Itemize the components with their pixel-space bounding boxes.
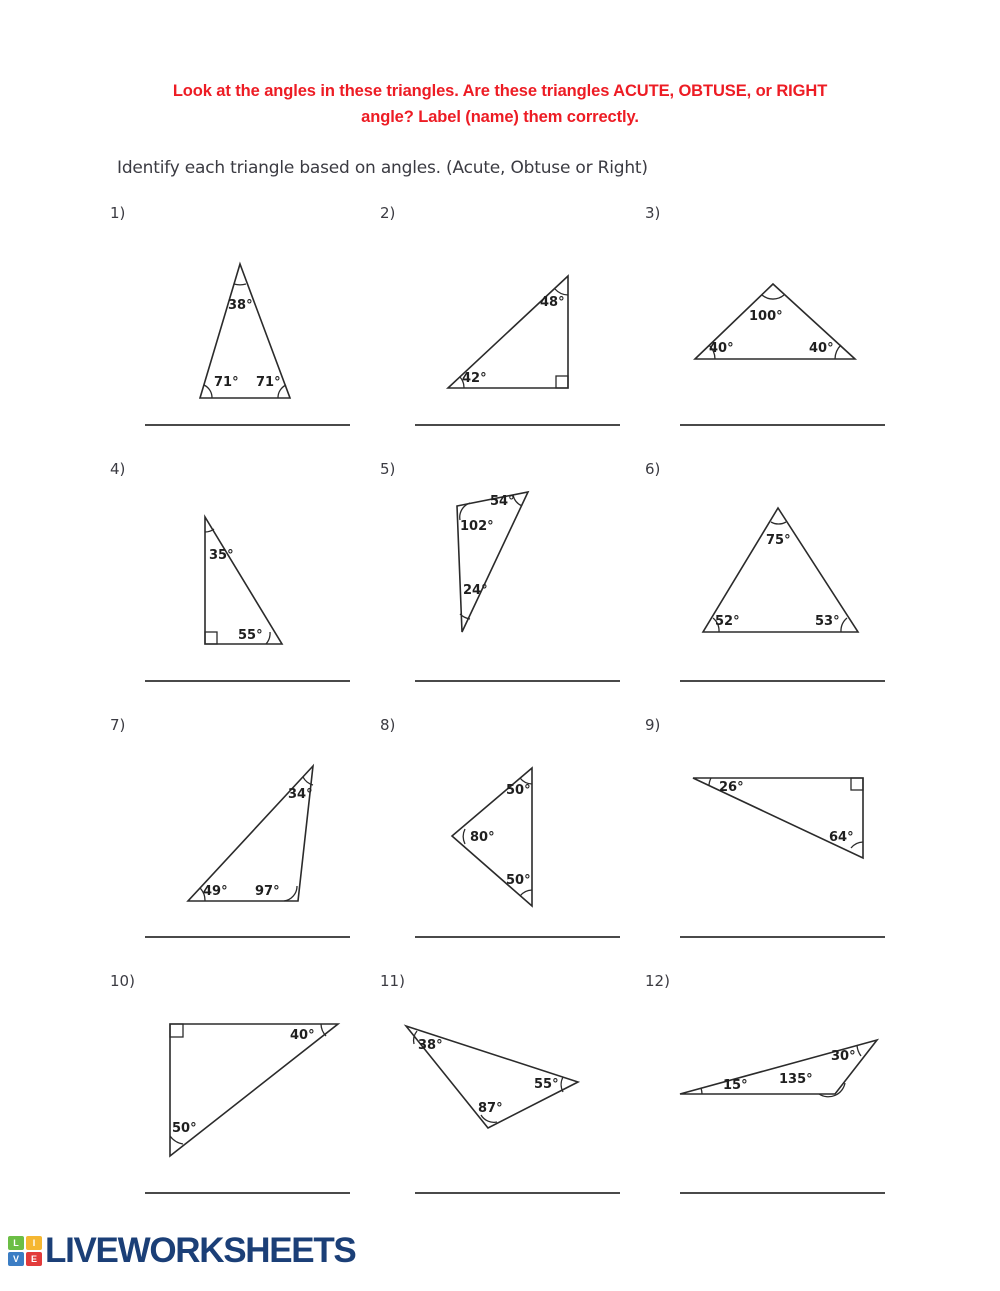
angle-label-50-bottom: 50°: [506, 873, 531, 888]
problem-number: 8): [380, 716, 396, 734]
triangle-outline: [457, 492, 528, 632]
problem-number: 4): [110, 460, 126, 478]
triangle-figure-2: [380, 216, 650, 406]
angle-label-42: 42°: [462, 371, 487, 386]
angle-arc-top-right: [321, 1024, 326, 1036]
right-angle-marker: [851, 778, 863, 790]
triangle-outline: [205, 517, 282, 644]
problem-number: 1): [110, 204, 126, 222]
problem-3: [645, 196, 915, 452]
problem-6: [645, 452, 915, 708]
angle-label-75: 75°: [766, 533, 791, 548]
angle-label-64: 64°: [829, 830, 854, 845]
answer-line[interactable]: [415, 1192, 620, 1194]
logo-tile-e: E: [26, 1252, 42, 1266]
angle-label-40: 40°: [290, 1028, 315, 1043]
angle-label-55: 55°: [534, 1077, 559, 1092]
right-angle-marker: [205, 632, 217, 644]
right-angle-marker: [556, 376, 568, 388]
problem-11: [380, 964, 650, 1220]
angle-arc-bottom-left: [204, 385, 212, 398]
logo-tile-v: V: [8, 1252, 24, 1266]
angle-label-100: 100°: [749, 309, 783, 324]
angle-arc-bottom-left: [170, 1136, 183, 1144]
problem-5: [380, 452, 650, 708]
answer-line[interactable]: [145, 1192, 350, 1194]
liveworksheets-wordmark: LIVEWORKSHEETS: [45, 1231, 356, 1270]
triangle-figure-8: [380, 728, 650, 918]
angle-arc-right: [857, 1045, 861, 1056]
angle-label-35: 35°: [209, 548, 234, 563]
problem-number: 12): [645, 972, 670, 990]
angle-arc-bottom-right: [266, 632, 270, 644]
angle-arc-apex: [762, 295, 784, 299]
problem-number: 7): [110, 716, 126, 734]
problem-4: [110, 452, 380, 708]
angle-label-38: 38°: [228, 298, 253, 313]
triangle-figure-11: [380, 984, 650, 1174]
angle-label-97: 97°: [255, 884, 280, 899]
angle-arc-bottom-right: [284, 886, 297, 901]
angle-label-52: 52°: [715, 614, 740, 629]
problem-number: 2): [380, 204, 396, 222]
answer-line[interactable]: [680, 424, 885, 426]
angle-arc-apex: [234, 284, 246, 285]
logo-tile-i: I: [26, 1236, 42, 1250]
answer-line[interactable]: [145, 936, 350, 938]
angle-label-87: 87°: [478, 1101, 503, 1116]
angle-label-80: 80°: [470, 830, 495, 845]
angle-label-40-right: 40°: [809, 341, 834, 356]
problem-number: 9): [645, 716, 661, 734]
problem-row: [0, 964, 1000, 1220]
angle-label-15: 15°: [723, 1078, 748, 1093]
triangle-figure-9: [645, 728, 915, 918]
problem-number: 6): [645, 460, 661, 478]
angle-arc-bottom: [520, 890, 532, 896]
instruction-line-2: angle? Label (name) them correctly.: [361, 108, 639, 126]
angle-label-26: 26°: [719, 780, 744, 795]
angle-arc-apex: [771, 522, 786, 524]
problem-row: [0, 196, 1000, 452]
answer-line[interactable]: [415, 936, 620, 938]
problem-12: [645, 964, 915, 1220]
angle-arc-bottom-right: [841, 618, 847, 632]
angle-label-48: 48°: [540, 295, 565, 310]
answer-line[interactable]: [680, 1192, 885, 1194]
problem-row: [0, 452, 1000, 708]
angle-label-40-left: 40°: [709, 341, 734, 356]
triangle-figure-4: [110, 472, 380, 662]
angle-label-49: 49°: [203, 884, 228, 899]
angle-label-38: 38°: [418, 1038, 443, 1053]
problem-row: [0, 708, 1000, 964]
liveworksheets-logo[interactable]: [8, 1231, 355, 1271]
angle-label-30: 30°: [831, 1049, 856, 1064]
answer-line[interactable]: [680, 680, 885, 682]
problem-7: [110, 708, 380, 964]
angle-label-102: 102°: [460, 519, 494, 534]
angle-label-135: 135°: [779, 1072, 813, 1087]
problem-1: [110, 196, 380, 452]
answer-line[interactable]: [145, 680, 350, 682]
triangle-figure-7: [110, 728, 380, 918]
triangle-figure-3: [645, 216, 915, 406]
instruction-line-1: Look at the angles in these triangles. Are these triangles ACUTE, OBTUSE, or RIGHT: [172, 82, 828, 100]
angle-label-24: 24°: [463, 583, 488, 598]
logo-tile-l: L: [8, 1236, 24, 1250]
angle-arc-left: [701, 1088, 702, 1094]
problem-number: 11): [380, 972, 405, 990]
triangle-figure-5: [380, 472, 650, 662]
liveworksheets-mark-icon: [8, 1236, 42, 1266]
angle-label-50: 50°: [172, 1121, 197, 1136]
problem-9: [645, 708, 915, 964]
triangle-figure-6: [645, 472, 915, 662]
angle-arc-bottom-right: [835, 345, 841, 359]
worksheet-instruction: [100, 78, 900, 130]
answer-line[interactable]: [415, 680, 620, 682]
problem-number: 10): [110, 972, 135, 990]
answer-line[interactable]: [145, 424, 350, 426]
problem-number: 5): [380, 460, 396, 478]
angle-label-54: 54°: [490, 494, 515, 509]
angle-label-71-right: 71°: [256, 375, 281, 390]
angle-label-50-top: 50°: [506, 783, 531, 798]
angle-label-34: 34°: [288, 787, 313, 802]
angle-arc-top-left: [709, 778, 711, 786]
right-angle-marker: [170, 1024, 183, 1037]
answer-line[interactable]: [415, 424, 620, 426]
answer-line[interactable]: [680, 936, 885, 938]
triangle-figure-10: [110, 984, 380, 1174]
angle-label-53: 53°: [815, 614, 840, 629]
problem-8: [380, 708, 650, 964]
worksheet-subtitle: Identify each triangle based on angles. (Acute, Obtuse or Right): [117, 158, 648, 178]
problem-10: [110, 964, 380, 1220]
triangle-figure-1: [110, 216, 380, 406]
angle-arc-left: [463, 829, 465, 844]
angle-label-71-left: 71°: [214, 375, 239, 390]
problem-grid: [0, 196, 1000, 1220]
angle-arc-top: [205, 529, 214, 532]
problem-2: [380, 196, 650, 452]
angle-label-55: 55°: [238, 628, 263, 643]
problem-number: 3): [645, 204, 661, 222]
triangle-outline: [170, 1024, 338, 1156]
triangle-figure-12: [645, 984, 915, 1174]
